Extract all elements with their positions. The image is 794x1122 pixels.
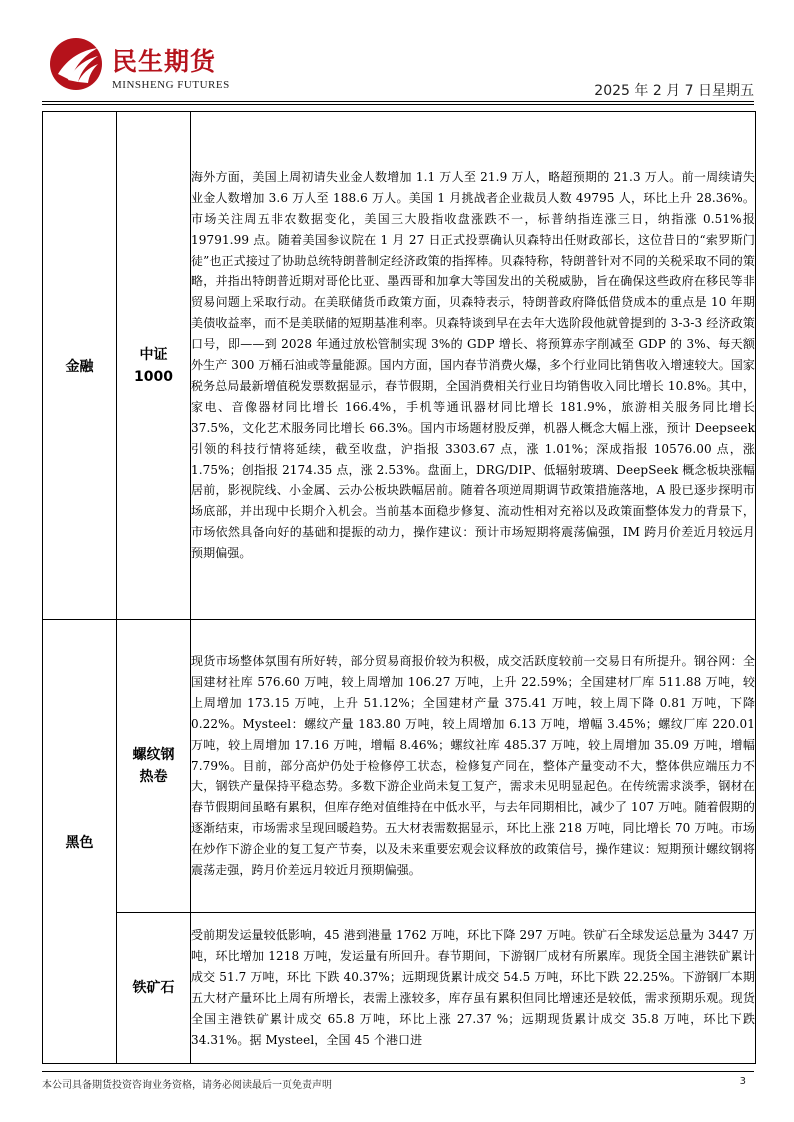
sub-label-cell-rebar-hrc (117, 620, 191, 913)
sub-label-cell-csi1000 (117, 112, 191, 620)
header-divider-thin (42, 104, 754, 105)
sub-label-line: 热卷 (139, 769, 168, 785)
category-cell-finance: 金融 (43, 112, 117, 620)
sub-label-line: 铁矿石 (132, 980, 175, 996)
company-name-cn: 民生期货 (112, 47, 217, 76)
category-cell-ferrous: 黑色 (43, 620, 117, 1064)
footer-divider (42, 1071, 754, 1072)
sub-label-line: 1000 (134, 368, 173, 385)
analysis-text-cell (191, 112, 756, 620)
page-number: 3 (739, 1076, 746, 1087)
analysis-paragraph: 海外方面，美国上周初请失业金人数增加 1.1 万人至 21.9 万人，略超预期的 21.3 万人。前一周续请失业金人数增加 3.6 万人至 188.6 万人。美国 1 月挑战者企业裁员人数 49795 人，环比上升 28.36%。市场关注周五非农数据变化，美国三大股指收盘涨跌不一，标普纳指连涨三日，纳指涨 0.51%报 19791.99 点。随着美国参议院在 1 月 27 日正式投票确认贝森特出任财政部长，这位昔日的“索罗斯门徒”也正式接过了协助总统特朗普制定经济政策的指挥棒。贝森特称，特朗普针对不同的关税采取不同的策略，并指出特朗普近期对哥伦比亚、墨西哥和加拿大等国发出的关税威胁，旨在确保这些政府在移民等非贸易问题上采取行动。在美联储货币政策方面，贝森特表示，特朗普政府降低借贷成本的重点是 10 年期美债收益率，而不是美联储的短期基准利率。贝森特谈到早在去年大选阶段他就曾提到的 3-3-3 经济政策口号，即——到 2028 年通过放松管制实现 3%的 GDP 增长、将预算赤字削减至 GDP 的 3%、每天额外生产 300 万桶石油或等量能源。国内方面，国内春节消费火爆，多个行业同比销售收入增速较大。国家税务总局最新增值税发票数据显示，春节假期，全国消费相关行业日均销售收入同比增长 10.8%。其中，家电、音像器材同比增长 166.4%，手机等通讯器材同比增长 181.9%，旅游相关服务同比增长 37.5%，文化艺术服务同比增长 66.3%。国内市场题材股反弹，机器人概念大幅上涨，预计 Deepseek 引领的科技行情将延续，截至收盘，沪指报 3303.67 点，涨 1.01%；深成指报 10576.00 点，涨 1.75%；创指报 2174.35 点，涨 2.53%。盘面上，DRG/DIP、低辐射玻璃、DeepSeek 概念板块涨幅居前，影视院线、小金属、云办公板块跌幅居前。随着各项逆周期调节政策措施落地，A 股已逐步探明市场底部，并出现中长期介入机会。当前基本面稳步修复、流动性相对充裕以及政策面整体发力的背景下，市场依然具备向好的基础和提振的动力，操作建议：预计市场短期将震荡偏强，IM 跨月价差近月较远月预期偏强。 (191, 169, 755, 561)
report-date: 2025 年 2 月 7 日星期五 (594, 83, 754, 99)
table-row (43, 620, 756, 913)
page-footer (42, 1076, 754, 1091)
page-header (42, 30, 754, 104)
company-logo (42, 30, 342, 100)
analysis-paragraph: 受前期发运量较低影响，45 港到港量 1762 万吨，环比下降 297 万吨。铁矿石全球发运总量为 3447 万吨，环比增加 1218 万吨，发运量有所回升。春节期间，下游钢厂成材有所累库。现货全国主港铁矿累计成交 51.7 万吨，环比 下跌 40.37%；远期现货累计成交 54.5 万吨，环比下跌 22.25%。下游钢厂本期五大材产量环比上周有所增长，表需上涨较多，库存虽有累积但同比增速还是较低，需求预期乐观。现货全国主港铁矿累计成交 65.8 万吨，环比上涨 27.37 %；远期现货累计成交 35.8 万吨，环比下跌 34.31%。据 Mysteel，全国 45 个港口进 (191, 928, 755, 1047)
analysis-paragraph: 现货市场整体氛围有所好转，部分贸易商报价较为积极，成交活跃度较前一交易日有所提升。钢谷网：全国建材社库 576.60 万吨，较上周增加 106.27 万吨，上升 22.59%；全国建材厂库 511.88 万吨，较上周增加 173.15 万吨，上升 51.12%；全国建材产量 375.41 万吨，较上周下降 0.81 万吨，下降 0.22%。Mysteel：螺纹产量 183.80 万吨，较上周增加 6.13 万吨，增幅 3.45%；螺纹厂库 220.01 万吨，较上周增加 17.16 万吨，增幅 8.46%；螺纹社库 485.37 万吨，较上周增加 35.09 万吨，增幅 7.79%。目前，部分高炉仍处于检修停工状态，检修复产同在，整体产量变动不大，整体供应端压力不大，钢铁产量保持平稳态势。多数下游企业尚未复工复产，需求未见明显起色。在传统需求淡季，钢材在春节假期间虽略有累积，但库存绝对值维持在中低水平，与去年同期相比，减少了 107 万吨。随着假期的逐渐结束，市场需求呈现回暖趋势。五大材表需数据显示，环比上涨 218 万吨，同比增长 70 万吨。市场在炒作下游企业的复工复产节奏，以及未来重要宏观会议释放的政策信号，操作建议：短期预计螺纹钢将震荡走强，跨月价差远月较近月预期偏强。 (191, 654, 755, 878)
analysis-text-cell (191, 620, 756, 913)
sub-label-cell-iron-ore (117, 913, 191, 1064)
analysis-text-cell (191, 913, 756, 1064)
header-divider (42, 101, 754, 102)
commodity-analysis-table (42, 111, 756, 1064)
minsheng-logo-icon (48, 36, 104, 92)
table-row (43, 112, 756, 620)
table-row (43, 913, 756, 1064)
sub-label-line: 螺纹钢 (132, 747, 175, 763)
sub-label-line: 中证 (139, 346, 168, 363)
disclaimer-text: 本公司具备期货投资咨询业务资格，请务必阅读最后一页免责声明 (42, 1080, 332, 1091)
company-name-en: MINSHENG FUTURES (112, 79, 230, 91)
